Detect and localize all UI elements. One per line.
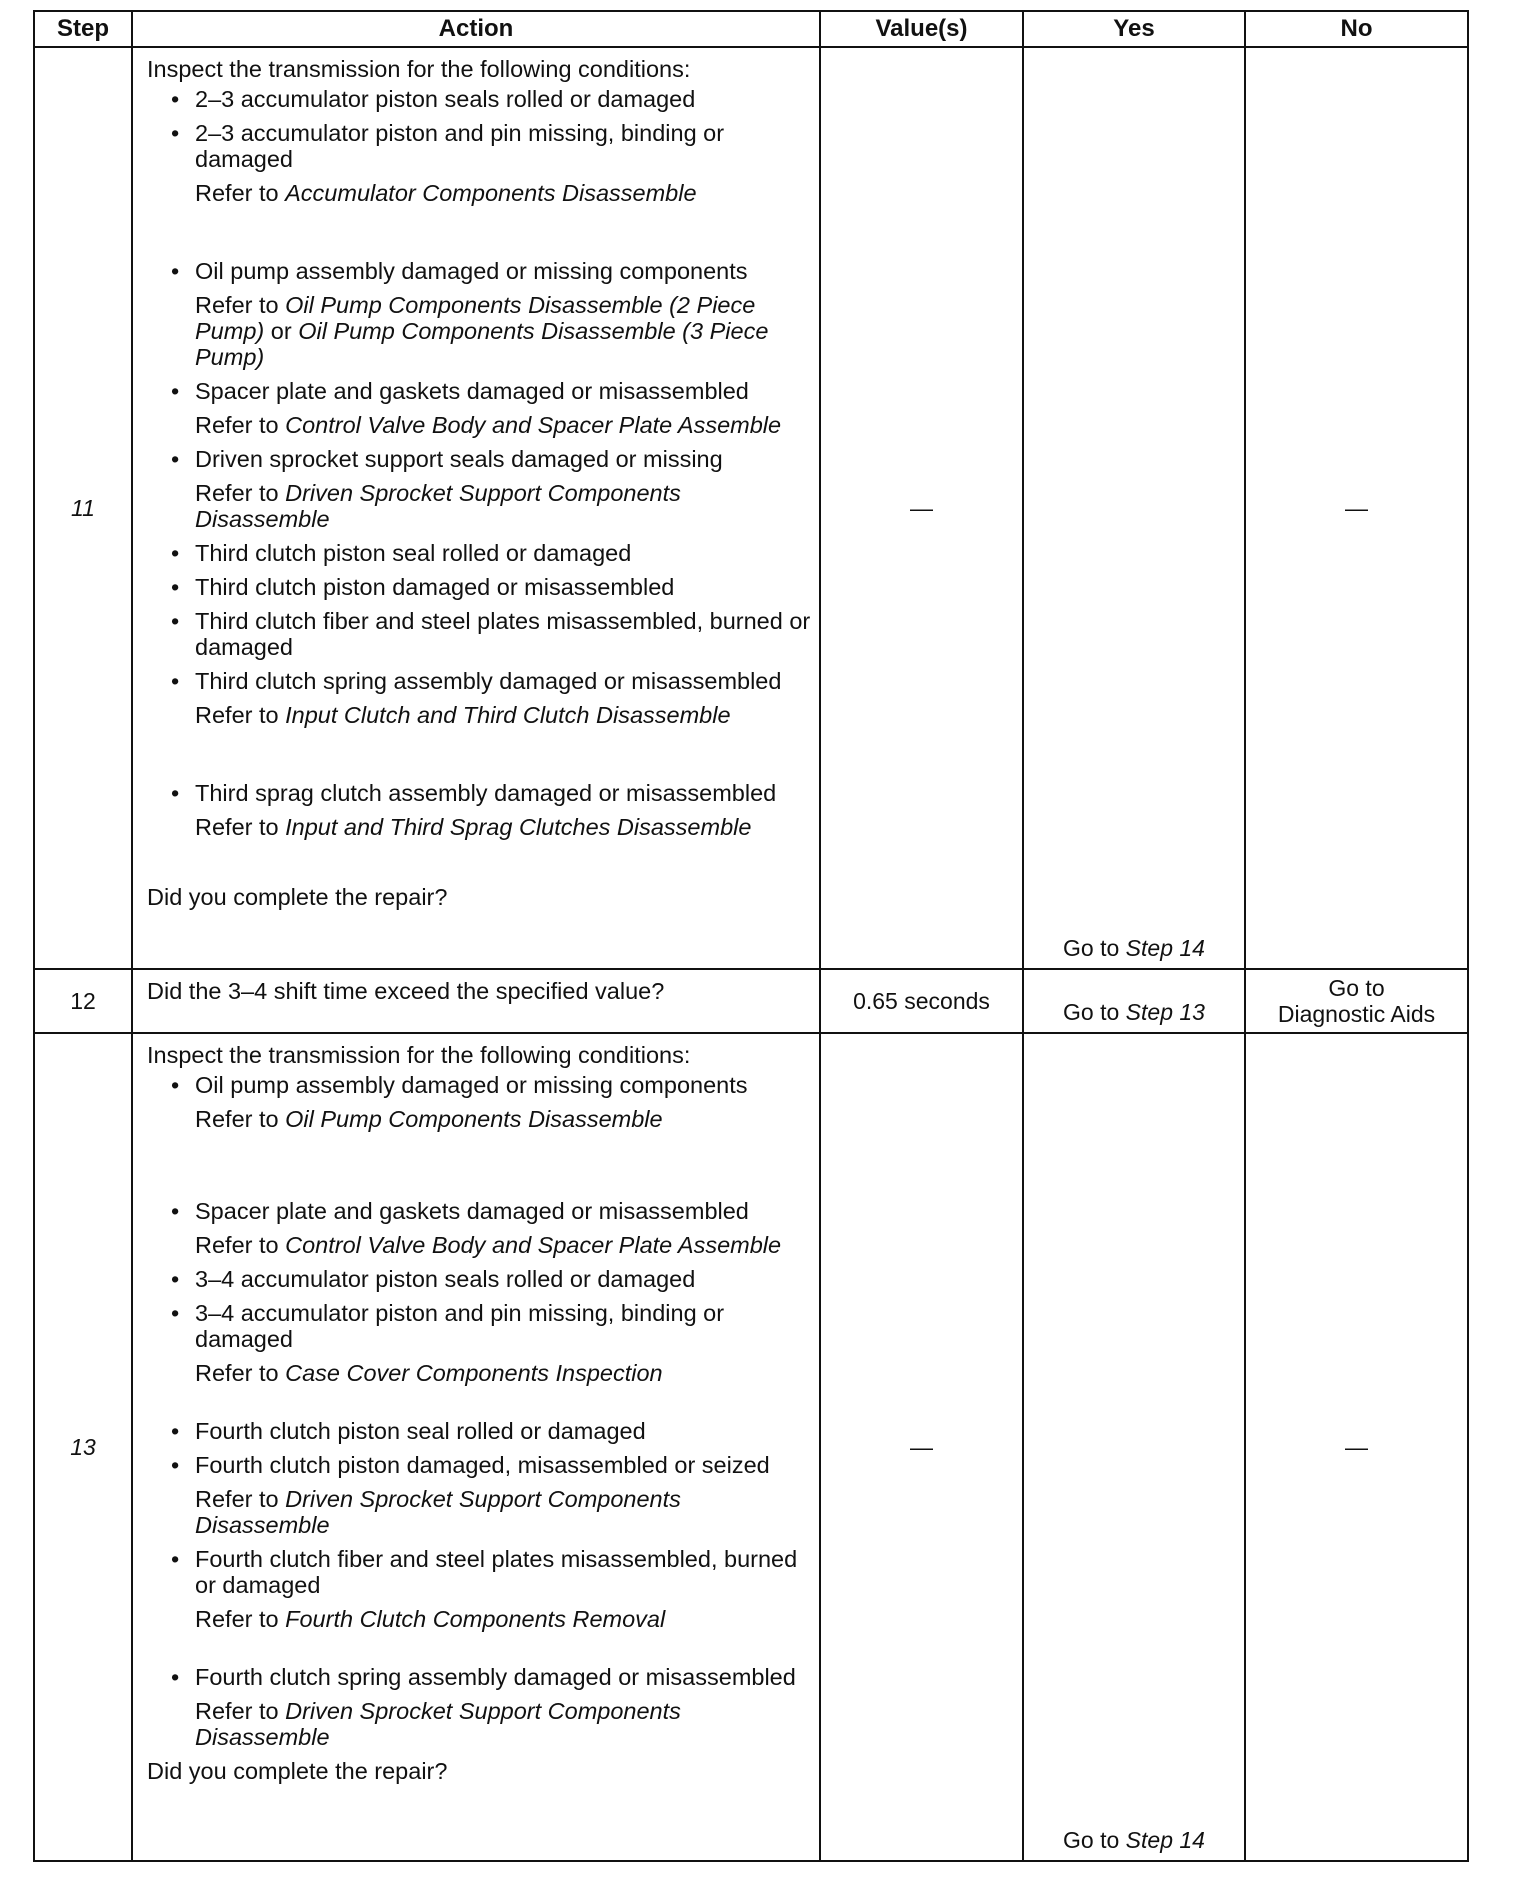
procedure-link[interactable]: Case Cover Components Inspection (285, 1360, 663, 1386)
header-no: No (1245, 11, 1468, 47)
procedure-link[interactable]: Accumulator Components Disassemble (285, 180, 697, 206)
refer-line (195, 1606, 811, 1632)
value-cell: 0.65 seconds (820, 969, 1023, 1033)
condition-item: • 2–3 accumulator piston seals rolled or damaged (195, 86, 811, 112)
action-question: Did the 3–4 shift time exceed the specified value? (147, 978, 665, 1004)
refer-prefix: Refer to (195, 1486, 279, 1512)
header-yes: Yes (1023, 11, 1245, 47)
procedure-link[interactable]: Oil Pump Components Disassemble (2 Piece Pump) (195, 292, 756, 344)
header-step: Step (34, 11, 132, 47)
yes-cell (1023, 969, 1245, 1033)
condition-item: • Oil pump assembly damaged or missing components (195, 1072, 811, 1098)
condition-item: • Spacer plate and gaskets damaged or misassembled (195, 378, 811, 404)
diagnostic-table (33, 10, 1469, 1862)
condition-item: • Driven sprocket support seals damaged or missing (195, 446, 811, 472)
header-action: Action (132, 11, 820, 47)
no-cell (1245, 969, 1468, 1033)
table-row-step-13 (34, 1033, 1468, 1861)
condition-item: • Spacer plate and gaskets damaged or misassembled (195, 1198, 811, 1224)
no-cell: — (1245, 47, 1468, 969)
condition-item: • Third clutch spring assembly damaged or misassembled (195, 668, 811, 694)
yes-prefix: Go to (1063, 935, 1120, 961)
refer-line (195, 1106, 811, 1132)
condition-item: • Fourth clutch spring assembly damaged or misassembled (195, 1664, 811, 1690)
yes-cell (1023, 47, 1245, 969)
table-row-step-12 (34, 969, 1468, 1033)
action-intro: Inspect the transmission for the following conditions: (147, 1042, 691, 1068)
step-link[interactable]: Step 14 (1125, 1827, 1205, 1853)
step-link[interactable]: Step 13 (1125, 999, 1205, 1025)
procedure-link[interactable]: Control Valve Body and Spacer Plate Assemble (285, 1232, 782, 1258)
procedure-link[interactable]: Driven Sprocket Support Components Disassemble (195, 1486, 681, 1538)
refer-line (195, 292, 811, 370)
action-cell (132, 47, 820, 969)
refer-prefix: Refer to (195, 180, 279, 206)
condition-item: • Fourth clutch piston seal rolled or damaged (195, 1418, 811, 1444)
step-link[interactable]: Step 14 (1125, 935, 1205, 961)
action-question: Did you complete the repair? (147, 1758, 448, 1784)
condition-item: • Third clutch fiber and steel plates misassembled, burned or damaged (195, 608, 811, 660)
refer-line (195, 1232, 811, 1258)
procedure-link[interactable]: Control Valve Body and Spacer Plate Assemble (285, 412, 782, 438)
refer-line (195, 702, 811, 728)
header-row (34, 11, 1468, 47)
action-cell (132, 1033, 820, 1861)
procedure-link[interactable]: Fourth Clutch Components Removal (285, 1606, 666, 1632)
no-cell: — (1245, 1033, 1468, 1861)
value-cell: — (820, 1033, 1023, 1861)
diagnostic-aids-link[interactable]: Diagnostic Aids (1277, 1001, 1436, 1027)
refer-prefix: Refer to (195, 292, 279, 318)
condition-item: • Fourth clutch piston damaged, misassembled or seized (195, 1452, 811, 1478)
refer-prefix: Refer to (195, 814, 279, 840)
refer-line (195, 412, 811, 438)
condition-item: • 3–4 accumulator piston seals rolled or damaged (195, 1266, 811, 1292)
step-number: 13 (34, 1033, 132, 1861)
yes-cell (1023, 1033, 1245, 1861)
value-cell: — (820, 47, 1023, 969)
no-prefix: Go to (1328, 975, 1385, 1001)
refer-or: or (270, 318, 292, 344)
condition-item: • Oil pump assembly damaged or missing components (195, 258, 811, 284)
procedure-link[interactable]: Oil Pump Components Disassemble (285, 1106, 663, 1132)
action-question: Did you complete the repair? (147, 884, 448, 910)
procedure-link[interactable]: Input Clutch and Third Clutch Disassemble (285, 702, 731, 728)
yes-prefix: Go to (1063, 1827, 1120, 1853)
refer-prefix: Refer to (195, 1360, 279, 1386)
action-intro: Inspect the transmission for the following conditions: (147, 56, 691, 82)
step-number: 11 (34, 47, 132, 969)
refer-prefix: Refer to (195, 412, 279, 438)
condition-item: • Third clutch piston seal rolled or damaged (195, 540, 811, 566)
refer-line (195, 1698, 811, 1750)
refer-prefix: Refer to (195, 1698, 279, 1724)
condition-item: • Third clutch piston damaged or misassembled (195, 574, 811, 600)
condition-item: • 2–3 accumulator piston and pin missing, binding or damaged (195, 120, 811, 172)
action-cell (132, 969, 820, 1033)
refer-prefix: Refer to (195, 702, 279, 728)
refer-prefix: Refer to (195, 1106, 279, 1132)
refer-prefix: Refer to (195, 480, 279, 506)
procedure-link[interactable]: Oil Pump Components Disassemble (3 Piece Pump) (195, 318, 769, 370)
condition-item: • Fourth clutch fiber and steel plates misassembled, burned or damaged (195, 1546, 811, 1598)
step-number: 12 (34, 969, 132, 1033)
procedure-link[interactable]: Input and Third Sprag Clutches Disassemble (285, 814, 752, 840)
header-values: Value(s) (820, 11, 1023, 47)
procedure-link[interactable]: Driven Sprocket Support Components Disassemble (195, 1698, 681, 1750)
refer-prefix: Refer to (195, 1232, 279, 1258)
procedure-link[interactable]: Driven Sprocket Support Components Disassemble (195, 480, 681, 532)
refer-line (195, 480, 811, 532)
refer-prefix: Refer to (195, 1606, 279, 1632)
table-row-step-11 (34, 47, 1468, 969)
refer-line (195, 1486, 811, 1538)
condition-item: • 3–4 accumulator piston and pin missing, binding or damaged (195, 1300, 811, 1352)
refer-line (195, 1360, 811, 1386)
refer-line (195, 814, 811, 840)
yes-prefix: Go to (1063, 999, 1120, 1025)
refer-line (195, 180, 811, 206)
condition-item: • Third sprag clutch assembly damaged or misassembled (195, 780, 811, 806)
